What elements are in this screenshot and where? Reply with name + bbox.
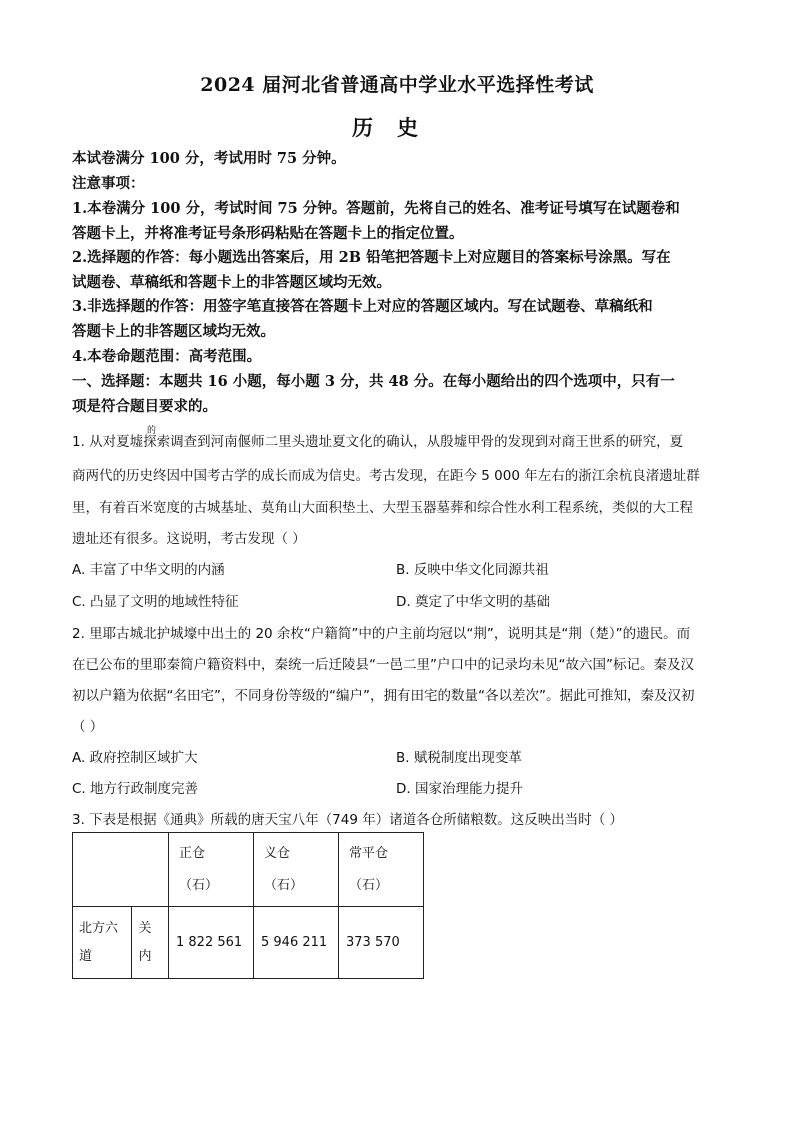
instruction-line: 本试卷满分 100 分，考试用时 75 分钟。 (72, 150, 346, 167)
header-name: 常平仓 (349, 845, 389, 861)
region-text: 北方六道 (79, 920, 119, 964)
q1-line: 里，有着百米宽度的古城基址、莫角山大面积垫土、大型玉器墓葬和综合性水利工程系统，类似的大工程 (72, 500, 693, 516)
instruction-line: 注意事项： (72, 175, 145, 192)
q1-text-part: 1. 从对夏墟探索调查到河南偃师二里头遗址夏文化的确认，从殷墟甲骨的发现到对商王世系的研究，夏 (72, 434, 684, 450)
instruction-line: 答题卡上，并将准考证号条形码粘贴在答题卡上的指定位置。 (72, 225, 464, 242)
table-row (73, 907, 424, 979)
grain-storage-table (72, 832, 424, 979)
table-value-cell: 1 822 561 (169, 907, 254, 979)
q1-superscript: 的 (147, 426, 157, 436)
section-heading: 项是符合题目要求的。 (72, 398, 217, 415)
subject-text: 历史 (352, 115, 442, 140)
instruction-line: 答题卡上的非答题区域均无效。 (72, 323, 275, 340)
table-value-cell: 5 946 211 (254, 907, 339, 979)
q1-line (72, 430, 732, 450)
header-unit: （石） (349, 877, 389, 893)
q1-option-d[interactable]: D. 奠定了中华文明的基础 (396, 594, 550, 610)
table-value-cell: 373 570 (339, 907, 424, 979)
header-name: 义仓 (264, 845, 291, 861)
q2-line: 2. 里耶古城北护城壕中出土的 20 余枚“户籍简”中的户主前均冠以“荆”，说明其是“荆（楚）”的遗民。而 (72, 626, 691, 642)
q1-option-b[interactable]: B. 反映中华文化同源共祖 (396, 562, 549, 578)
table-header-row (73, 833, 424, 907)
table-corner-cell (73, 833, 169, 907)
q2-line: （ ） (72, 719, 104, 735)
subregion-text: 关内 (138, 920, 152, 964)
q2-option-c[interactable]: C. 地方行政制度完善 (72, 781, 199, 797)
table-header-cell (339, 833, 424, 907)
table-subregion-cell (132, 907, 169, 979)
q2-line: 在已公布的里耶秦简户籍资料中，秦统一后迁陵县“一邑二里”户口中的记录均未见“故六国”标记。秦及汉 (72, 657, 694, 673)
header-name: 正仓 (179, 845, 206, 861)
subject-title (0, 112, 794, 142)
table-region-cell (73, 907, 132, 979)
header-unit: （石） (264, 877, 304, 893)
exam-title: 2024 届河北省普通高中学业水平选择性考试 (200, 74, 594, 96)
instruction-line: 1.本卷满分 100 分，考试时间 75 分钟。答题前，先将自己的姓名、准考证号填写在试题卷和 (72, 200, 680, 217)
q1-line: 遗址还有很多。这说明，考古发现（ ） (72, 531, 306, 547)
instruction-line: 3.非选择题的作答：用签字笔直接答在答题卡上对应的答题区域内。写在试题卷、草稿纸和 (72, 298, 653, 315)
q1-option-a[interactable]: A. 丰富了中华文明的内涵 (72, 562, 225, 578)
table-header-cell (169, 833, 254, 907)
header-unit: （石） (179, 877, 219, 893)
q2-option-b[interactable]: B. 赋税制度出现变革 (396, 750, 522, 766)
q2-option-a[interactable]: A. 政府控制区域扩大 (72, 750, 198, 766)
q1-option-c[interactable]: C. 凸显了文明的地域性特征 (72, 594, 239, 610)
q2-option-d[interactable]: D. 国家治理能力提升 (396, 781, 523, 797)
instruction-line: 2.选择题的作答：每小题选出答案后，用 2B 铅笔把答题卡上对应题目的答案标号涂黑。写在 (72, 249, 671, 266)
q3-line: 3. 下表是根据《通典》所载的唐天宝八年（749 年）诸道各仓所储粮数。这反映出当时（ ） (72, 812, 624, 828)
q1-line: 商两代的历史终因中国考古学的成长而成为信史。考古发现，在距今 5 000 年左右的浙江余杭良渚遗址群 (72, 468, 700, 484)
instruction-line: 试题卷、草稿纸和答题卡上的非答题区域均无效。 (72, 274, 391, 291)
table-header-cell (254, 833, 339, 907)
q2-line: 初以户籍为依据“名田宅”，不同身份等级的“编户”，拥有田宅的数量“各以差次”。据此可推知，秦及汉初 (72, 688, 695, 704)
section-heading: 一、选择题：本题共 16 小题，每小题 3 分，共 48 分。在每小题给出的四个选项中，只有一 (72, 373, 675, 390)
instruction-line: 4.本卷命题范围：高考范围。 (72, 348, 262, 365)
